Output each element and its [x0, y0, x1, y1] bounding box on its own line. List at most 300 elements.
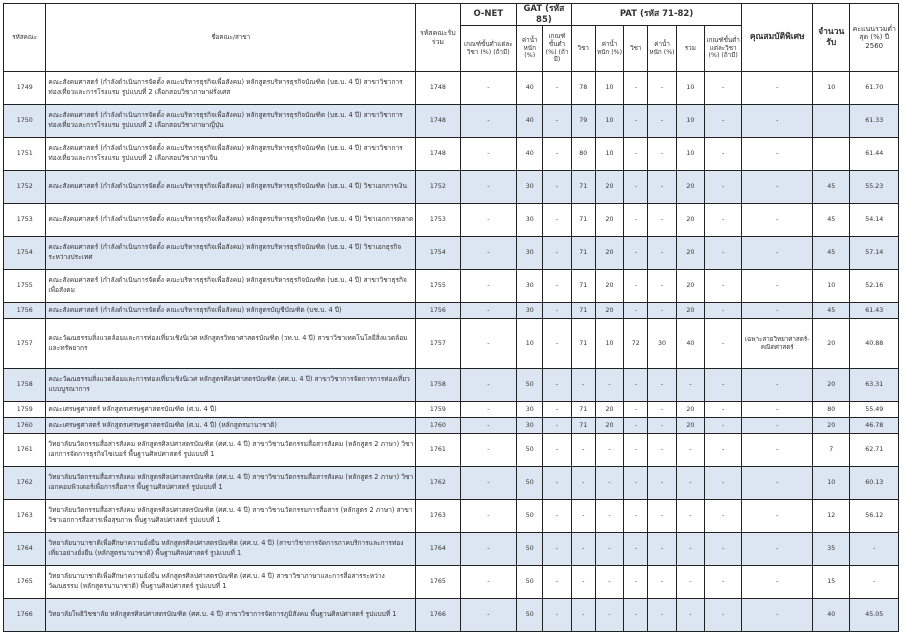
row-code: 1766 — [4, 599, 46, 632]
col-header-gat: GAT (รหัส 85) — [517, 4, 572, 26]
row-pat-weight-2: - — [648, 303, 676, 319]
row-name: คณะวัฒนธรรมสิ่งแวดล้อมและการท่องเที่ยวเชิงนิเวศ หลักสูตรศิลปศาสตรบัณฑิต (ศศ.บ. 4 ปี) สาขาวิชาการจัดการการท่องเที่ยวแบบบูรณาการ — [46, 369, 416, 402]
row-pat-weight-2: - — [648, 434, 676, 467]
row-quota: 20 — [813, 369, 850, 402]
col-header-pat-subject-1: วิชา — [571, 26, 595, 72]
row-pat-weight-1: 10 — [595, 138, 623, 171]
row-gat-weight: 50 — [517, 533, 543, 566]
row-pat-subject-1: - — [571, 599, 595, 632]
row-onet-min: - — [460, 467, 517, 500]
row-name: วิทยาลัยโพธิวิชชาลัย หลักสูตรศิลปศาสตรบัณฑิต (ศศ.บ. 4 ปี) สาขาวิชาการจัดการภูมิสังคม พื้นฐานศิลปศาสตร์ รูปแบบที่ 1 — [46, 599, 416, 632]
row-name: คณะสังคมศาสตร์ (กำลังดำเนินการจัดตั้ง คณะบริหารธุรกิจเพื่อสังคม) หลักสูตรบริหารธุรกิจบัณฑิต (บธ.บ. 4 ปี) วิชาเอกการเงิน — [46, 171, 416, 204]
col-header-onet: O-NET — [460, 4, 517, 26]
row-pat-subject-2: - — [624, 138, 648, 171]
col-header-pat-weight-2: ค่าน้ำหนัก (%) — [648, 26, 676, 72]
admission-table — [3, 3, 899, 632]
row-pat-weight-2: - — [648, 369, 676, 402]
row-quota: 45 — [813, 171, 850, 204]
row-code: 1749 — [4, 72, 46, 105]
row-quota: 10 — [813, 72, 850, 105]
row-pat-weight-2: - — [648, 599, 676, 632]
row-pat-min: - — [704, 500, 741, 533]
row-gat-min: - — [543, 434, 571, 467]
row-pat-weight-2: - — [648, 418, 676, 434]
row-min-score: 54.14 — [850, 204, 899, 237]
row-combined-code: 1756 — [416, 303, 460, 319]
row-gat-weight: 10 — [517, 319, 543, 369]
row-combined-code: 1766 — [416, 599, 460, 632]
row-pat-total: 10 — [676, 72, 704, 105]
row-code: 1757 — [4, 319, 46, 369]
row-min-score: - — [850, 566, 899, 599]
row-quota — [813, 138, 850, 171]
row-pat-weight-1: 10 — [595, 105, 623, 138]
row-min-score: 57.14 — [850, 237, 899, 270]
row-onet-min: - — [460, 303, 517, 319]
row-combined-code: 1755 — [416, 270, 460, 303]
table-row — [4, 237, 899, 270]
row-pat-weight-2: 30 — [648, 319, 676, 369]
row-min-score: 62.71 — [850, 434, 899, 467]
row-pat-weight-1: - — [595, 599, 623, 632]
row-combined-code: 1748 — [416, 105, 460, 138]
row-pat-total: - — [676, 369, 704, 402]
row-min-score: - — [850, 533, 899, 566]
row-pat-subject-2: - — [624, 303, 648, 319]
row-pat-weight-2: - — [648, 270, 676, 303]
row-pat-min: - — [704, 171, 741, 204]
row-name: วิทยาลัยนวัตกรรมสื่อสารสังคม หลักสูตรศิลปศาสตรบัณฑิต (ศศ.บ. 4 ปี) สาขาวิชานวัตกรรมสื่อสารสังคม (หลักสูตร 2 ภาษา) วิชาเอกคอมพิวเตอร์เพื่อการสื่อสาร พื้นฐานศิลปศาสตร์ รูปแบบที่ 1 — [46, 467, 416, 500]
row-code: 1750 — [4, 105, 46, 138]
row-gat-weight: 50 — [517, 500, 543, 533]
row-pat-subject-2: - — [624, 237, 648, 270]
row-combined-code: 1761 — [416, 434, 460, 467]
row-pat-min: - — [704, 72, 741, 105]
row-gat-weight: 50 — [517, 599, 543, 632]
row-code: 1758 — [4, 369, 46, 402]
row-pat-min: - — [704, 566, 741, 599]
row-pat-total: 10 — [676, 105, 704, 138]
row-pat-subject-1: 79 — [571, 105, 595, 138]
row-min-score: 55.23 — [850, 171, 899, 204]
row-gat-weight: 30 — [517, 270, 543, 303]
row-name: คณะสังคมศาสตร์ (กำลังดำเนินการจัดตั้ง คณะบริหารธุรกิจเพื่อสังคม) หลักสูตรบริหารธุรกิจบัณฑิต (บธ.บ. 4 ปี) สาขาวิชาการท่องเที่ยวและการโรงแรม รูปแบบที่ 2 เลือกสอบวิชาภาษาญี่ปุ่น — [46, 105, 416, 138]
row-pat-min: - — [704, 303, 741, 319]
row-min-score: 61.33 — [850, 105, 899, 138]
row-pat-weight-1: - — [595, 566, 623, 599]
row-code: 1752 — [4, 171, 46, 204]
row-code: 1753 — [4, 204, 46, 237]
row-pat-subject-1: 71 — [571, 171, 595, 204]
row-gat-weight: 50 — [517, 369, 543, 402]
row-pat-subject-1: 71 — [571, 418, 595, 434]
row-gat-weight: 40 — [517, 105, 543, 138]
row-gat-min: - — [543, 599, 571, 632]
table-row — [4, 138, 899, 171]
row-pat-subject-2: - — [624, 171, 648, 204]
row-min-score: 46.78 — [850, 418, 899, 434]
row-pat-min: - — [704, 369, 741, 402]
row-pat-subject-1: 71 — [571, 303, 595, 319]
row-code: 1764 — [4, 533, 46, 566]
row-pat-subject-1: 71 — [571, 270, 595, 303]
table-row — [4, 418, 899, 434]
row-pat-min: - — [704, 105, 741, 138]
row-quota: 20 — [813, 418, 850, 434]
row-gat-weight: 50 — [517, 434, 543, 467]
row-name: คณะสังคมศาสตร์ (กำลังดำเนินการจัดตั้ง คณะบริหารธุรกิจเพื่อสังคม) หลักสูตรบริหารธุรกิจบัณฑิต (บธ.บ. 4 ปี) สาขาวิชาการท่องเที่ยวและการโรงแรม รูปแบบที่ 2 เลือกสอบวิชาภาษาฝรั่งเศส — [46, 72, 416, 105]
row-quota: 10 — [813, 467, 850, 500]
row-pat-total: - — [676, 500, 704, 533]
row-pat-weight-2: - — [648, 500, 676, 533]
row-special: - — [742, 138, 813, 171]
row-pat-weight-1: - — [595, 467, 623, 500]
row-onet-min: - — [460, 533, 517, 566]
row-gat-min: - — [543, 303, 571, 319]
row-pat-subject-2: - — [624, 402, 648, 418]
row-onet-min: - — [460, 418, 517, 434]
row-gat-min: - — [543, 204, 571, 237]
row-pat-total: 20 — [676, 402, 704, 418]
row-name: วิทยาลัยนวัตกรรมสื่อสารสังคม หลักสูตรศิลปศาสตรบัณฑิต (ศศ.บ. 4 ปี) สาขาวิชานวัตกรรมการสื่อสาร (หลักสูตร 2 ภาษา) สาขาวิชาเอกการสื่อสารเพื่อสุขภาพ พื้นฐานศิลปศาสตร์ รูปแบบที่ 1 — [46, 500, 416, 533]
col-header-pat-subject-2: วิชา — [624, 26, 648, 72]
row-pat-total: - — [676, 434, 704, 467]
row-min-score: 61.70 — [850, 72, 899, 105]
row-gat-min: - — [543, 566, 571, 599]
row-pat-weight-1: 20 — [595, 237, 623, 270]
row-pat-weight-1: 20 — [595, 270, 623, 303]
row-name: วิทยาลัยนวัตกรรมสื่อสารสังคม หลักสูตรศิลปศาสตรบัณฑิต (ศศ.บ. 4 ปี) สาขาวิชานวัตกรรมสื่อสารสังคม (หลักสูตร 2 ภาษา) วิชาเอกการจัดการธุรกิจไซเบอร์ พื้นฐานศิลปศาสตร์ รูปแบบที่ 1 — [46, 434, 416, 467]
col-header-pat: PAT (รหัส 71-82) — [571, 4, 742, 26]
table-row — [4, 319, 899, 369]
row-pat-total: 20 — [676, 171, 704, 204]
row-code: 1754 — [4, 237, 46, 270]
row-gat-weight: 30 — [517, 303, 543, 319]
row-special: - — [742, 270, 813, 303]
row-pat-total: 40 — [676, 319, 704, 369]
row-special: - — [742, 500, 813, 533]
row-gat-min: - — [543, 319, 571, 369]
row-gat-min: - — [543, 72, 571, 105]
row-combined-code: 1765 — [416, 566, 460, 599]
row-special: - — [742, 599, 813, 632]
row-name: คณะสังคมศาสตร์ (กำลังดำเนินการจัดตั้ง คณะบริหารธุรกิจเพื่อสังคม) หลักสูตรบริหารธุรกิจบัณฑิต (บธ.บ. 4 ปี) สาขาวิชาธุรกิจเพื่อสังคม — [46, 270, 416, 303]
col-header-pat-min: เกณฑ์ขั้นต่ำแต่ละวิชา (%) (ถ้ามี) — [704, 26, 741, 72]
row-gat-weight: 30 — [517, 402, 543, 418]
row-special: - — [742, 434, 813, 467]
row-pat-weight-1: - — [595, 434, 623, 467]
row-pat-subject-2: - — [624, 467, 648, 500]
row-code: 1756 — [4, 303, 46, 319]
row-gat-weight: 30 — [517, 171, 543, 204]
col-header-combined-code: รหัสคณะรับร่วม — [416, 4, 460, 72]
row-onet-min: - — [460, 434, 517, 467]
row-name: คณะสังคมศาสตร์ (กำลังดำเนินการจัดตั้ง คณะบริหารธุรกิจเพื่อสังคม) หลักสูตรบริหารธุรกิจบัณฑิต (บธ.บ. 4 ปี) วิชาเอกธุรกิจระหว่างประเทศ — [46, 237, 416, 270]
table-row — [4, 171, 899, 204]
table-row — [4, 72, 899, 105]
row-code: 1755 — [4, 270, 46, 303]
row-pat-weight-1: - — [595, 533, 623, 566]
col-header-gat-weight: ค่าน้ำหนัก (%) — [517, 26, 543, 72]
row-min-score: 63.31 — [850, 369, 899, 402]
row-combined-code: 1752 — [416, 171, 460, 204]
row-quota: 7 — [813, 434, 850, 467]
row-combined-code: 1758 — [416, 369, 460, 402]
row-combined-code: 1764 — [416, 533, 460, 566]
row-combined-code: 1763 — [416, 500, 460, 533]
table-body — [4, 72, 899, 632]
row-name: คณะเศรษฐศาสตร์ หลักสูตรเศรษฐศาสตรบัณฑิต (ศ.บ. 4 ปี) (หลักสูตรนานาชาติ) — [46, 418, 416, 434]
row-special: - — [742, 171, 813, 204]
row-pat-subject-2: - — [624, 418, 648, 434]
row-onet-min: - — [460, 237, 517, 270]
row-gat-weight: 40 — [517, 138, 543, 171]
row-pat-subject-2: - — [624, 105, 648, 138]
row-quota: 45 — [813, 237, 850, 270]
row-pat-min: - — [704, 270, 741, 303]
row-gat-min: - — [543, 500, 571, 533]
table-row — [4, 533, 899, 566]
col-header-special: คุณสมบัติพิเศษ — [742, 4, 813, 72]
row-pat-subject-2: - — [624, 566, 648, 599]
table-row — [4, 599, 899, 632]
row-quota: 45 — [813, 303, 850, 319]
row-min-score: 55.49 — [850, 402, 899, 418]
row-pat-total: 20 — [676, 303, 704, 319]
row-onet-min: - — [460, 599, 517, 632]
row-pat-weight-1: 10 — [595, 319, 623, 369]
row-pat-weight-1: 20 — [595, 303, 623, 319]
row-pat-subject-2: - — [624, 72, 648, 105]
row-special: - — [742, 303, 813, 319]
row-pat-min: - — [704, 402, 741, 418]
row-pat-weight-1: 20 — [595, 402, 623, 418]
row-name: วิทยาลัยนานาชาติเพื่อศึกษาความยั่งยืน หลักสูตรศิลปศาสตรบัณฑิต (ศศ.บ. 4 ปี) สาขาวิชาภาษาและการสื่อสารระหว่างวัฒนธรรม (หลักสูตรนานาชาติ) พื้นฐานศิลปศาสตร์ รูปแบบที่ 1 — [46, 566, 416, 599]
row-onet-min: - — [460, 402, 517, 418]
row-code: 1761 — [4, 434, 46, 467]
row-pat-subject-1: - — [571, 533, 595, 566]
row-pat-subject-1: - — [571, 566, 595, 599]
row-pat-min: - — [704, 319, 741, 369]
row-code: 1751 — [4, 138, 46, 171]
row-pat-weight-2: - — [648, 467, 676, 500]
row-gat-min: - — [543, 369, 571, 402]
row-pat-subject-2: - — [624, 533, 648, 566]
row-onet-min: - — [460, 171, 517, 204]
row-pat-min: - — [704, 204, 741, 237]
col-header-min-score: คะแนนรวมต่ำสุด (%) ปี 2560 — [850, 4, 899, 72]
row-code: 1765 — [4, 566, 46, 599]
row-special: - — [742, 369, 813, 402]
row-min-score: 45.05 — [850, 599, 899, 632]
row-pat-subject-2: - — [624, 204, 648, 237]
col-header-gat-min: เกณฑ์ขั้นต่ำ (%) (ถ้ามี) — [543, 26, 571, 72]
row-pat-total: 20 — [676, 204, 704, 237]
row-pat-subject-2: - — [624, 369, 648, 402]
row-pat-weight-2: - — [648, 72, 676, 105]
row-pat-min: - — [704, 418, 741, 434]
row-special: - — [742, 237, 813, 270]
row-onet-min: - — [460, 270, 517, 303]
row-onet-min: - — [460, 204, 517, 237]
row-min-score: 61.43 — [850, 303, 899, 319]
row-pat-subject-1: - — [571, 467, 595, 500]
row-pat-min: - — [704, 533, 741, 566]
row-onet-min: - — [460, 105, 517, 138]
row-onet-min: - — [460, 138, 517, 171]
row-pat-subject-2: - — [624, 500, 648, 533]
col-header-pat-total: รวม — [676, 26, 704, 72]
row-name: คณะวัฒนธรรมสิ่งแวดล้อมและการท่องเที่ยวเชิงนิเวศ หลักสูตรวิทยาศาสตรบัณฑิต (วท.บ. 4 ปี) สาขาวิชาเทคโนโลยีสิ่งแวดล้อมและทรัพยากร — [46, 319, 416, 369]
row-special: - — [742, 72, 813, 105]
row-min-score: 52.16 — [850, 270, 899, 303]
row-name: วิทยาลัยนานาชาติเพื่อศึกษาความยั่งยืน หลักสูตรศิลปศาสตรบัณฑิต (ศศ.บ. 4 ปี) (สาขาวิชาการจัดการภาคบริการและการท่องเที่ยวอย่างยั่งยืน (หลักสูตรนานาชาติ) พื้นฐานศิลปศาสตร์ รูปแบบที่ 1 — [46, 533, 416, 566]
row-gat-min: - — [543, 270, 571, 303]
row-min-score: 61.44 — [850, 138, 899, 171]
table-row — [4, 467, 899, 500]
row-pat-subject-1: 71 — [571, 204, 595, 237]
row-pat-min: - — [704, 467, 741, 500]
row-gat-min: - — [543, 467, 571, 500]
row-gat-min: - — [543, 533, 571, 566]
row-gat-min: - — [543, 138, 571, 171]
row-combined-code: 1754 — [416, 237, 460, 270]
row-special: - — [742, 418, 813, 434]
row-gat-weight: 50 — [517, 467, 543, 500]
row-pat-total: - — [676, 467, 704, 500]
row-code: 1760 — [4, 418, 46, 434]
row-onet-min: - — [460, 500, 517, 533]
row-pat-weight-2: - — [648, 402, 676, 418]
row-combined-code: 1762 — [416, 467, 460, 500]
row-min-score: 60.13 — [850, 467, 899, 500]
row-onet-min: - — [460, 72, 517, 105]
table-row — [4, 204, 899, 237]
row-special: - — [742, 105, 813, 138]
row-pat-min: - — [704, 434, 741, 467]
row-code: 1762 — [4, 467, 46, 500]
row-onet-min: - — [460, 566, 517, 599]
row-onet-min: - — [460, 369, 517, 402]
row-pat-total: 20 — [676, 237, 704, 270]
row-min-score: 56.12 — [850, 500, 899, 533]
header-row-top — [4, 4, 899, 26]
row-quota: 40 — [813, 599, 850, 632]
row-gat-min: - — [543, 105, 571, 138]
table-row — [4, 270, 899, 303]
row-quota: 12 — [813, 500, 850, 533]
col-header-pat-weight-1: ค่าน้ำหนัก (%) — [595, 26, 623, 72]
row-gat-weight: 50 — [517, 566, 543, 599]
row-gat-min: - — [543, 237, 571, 270]
row-pat-min: - — [704, 138, 741, 171]
row-pat-subject-1: - — [571, 500, 595, 533]
row-combined-code: 1748 — [416, 138, 460, 171]
row-pat-weight-2: - — [648, 105, 676, 138]
row-quota: 45 — [813, 204, 850, 237]
row-pat-min: - — [704, 599, 741, 632]
row-pat-subject-2: - — [624, 270, 648, 303]
row-combined-code: 1753 — [416, 204, 460, 237]
row-special: เฉพาะสายวิทยาศาสตร์-คณิตศาสตร์ — [742, 319, 813, 369]
row-pat-weight-2: - — [648, 204, 676, 237]
row-special: - — [742, 204, 813, 237]
table-row — [4, 434, 899, 467]
table-row — [4, 369, 899, 402]
col-header-code: รหัสคณะ — [4, 4, 46, 72]
row-pat-weight-2: - — [648, 171, 676, 204]
row-pat-subject-2: - — [624, 434, 648, 467]
row-name: คณะเศรษฐศาสตร์ หลักสูตรเศรษฐศาสตรบัณฑิต (ศ.บ. 4 ปี) — [46, 402, 416, 418]
row-quota: 80 — [813, 402, 850, 418]
row-pat-weight-2: - — [648, 566, 676, 599]
row-gat-weight: 30 — [517, 237, 543, 270]
table-row — [4, 566, 899, 599]
row-pat-weight-1: 20 — [595, 418, 623, 434]
row-pat-subject-1: 71 — [571, 319, 595, 369]
row-gat-weight: 30 — [517, 204, 543, 237]
row-gat-min: - — [543, 418, 571, 434]
table-row — [4, 500, 899, 533]
row-quota — [813, 105, 850, 138]
row-pat-weight-1: 10 — [595, 72, 623, 105]
row-gat-min: - — [543, 171, 571, 204]
row-pat-weight-1: 20 — [595, 171, 623, 204]
row-quota: 15 — [813, 566, 850, 599]
row-pat-total: 20 — [676, 418, 704, 434]
row-pat-weight-1: 20 — [595, 204, 623, 237]
row-combined-code: 1757 — [416, 319, 460, 369]
row-pat-min: - — [704, 237, 741, 270]
row-onet-min: - — [460, 319, 517, 369]
row-special: - — [742, 467, 813, 500]
row-pat-weight-1: - — [595, 369, 623, 402]
row-pat-total: - — [676, 599, 704, 632]
row-min-score: 40.88 — [850, 319, 899, 369]
row-pat-total: - — [676, 566, 704, 599]
row-name: คณะสังคมศาสตร์ (กำลังดำเนินการจัดตั้ง คณะบริหารธุรกิจเพื่อสังคม) หลักสูตรบริหารธุรกิจบัณฑิต (บธ.บ. 4 ปี) วิชาเอกการตลาด — [46, 204, 416, 237]
row-pat-subject-1: 71 — [571, 402, 595, 418]
row-gat-weight: 40 — [517, 72, 543, 105]
row-name: คณะสังคมศาสตร์ (กำลังดำเนินการจัดตั้ง คณะบริหารธุรกิจเพื่อสังคม) หลักสูตรบัญชีบัณฑิต (บช.บ. 4 ปี) — [46, 303, 416, 319]
row-code: 1759 — [4, 402, 46, 418]
row-pat-weight-2: - — [648, 237, 676, 270]
row-quota: 20 — [813, 319, 850, 369]
row-pat-subject-1: - — [571, 434, 595, 467]
row-pat-subject-2: - — [624, 599, 648, 632]
row-special: - — [742, 566, 813, 599]
row-code: 1763 — [4, 500, 46, 533]
row-pat-subject-1: 71 — [571, 237, 595, 270]
row-pat-weight-2: - — [648, 533, 676, 566]
table-row — [4, 303, 899, 319]
col-header-quota: จำนวนรับ — [813, 4, 850, 72]
row-pat-subject-1: 78 — [571, 72, 595, 105]
row-gat-min: - — [543, 402, 571, 418]
row-special: - — [742, 533, 813, 566]
table-row — [4, 105, 899, 138]
col-header-name: ชื่อคณะ/สาขา — [46, 4, 416, 72]
row-pat-subject-2: 72 — [624, 319, 648, 369]
row-pat-total: 20 — [676, 270, 704, 303]
row-name: คณะสังคมศาสตร์ (กำลังดำเนินการจัดตั้ง คณะบริหารธุรกิจเพื่อสังคม) หลักสูตรบริหารธุรกิจบัณฑิต (บธ.บ. 4 ปี) สาขาวิชาการท่องเที่ยวและการโรงแรม รูปแบบที่ 2 เลือกสอบวิชาภาษาจีน — [46, 138, 416, 171]
row-pat-subject-1: 80 — [571, 138, 595, 171]
row-special: - — [742, 402, 813, 418]
row-quota: 35 — [813, 533, 850, 566]
row-pat-subject-1: - — [571, 369, 595, 402]
row-pat-weight-1: - — [595, 500, 623, 533]
row-pat-total: - — [676, 533, 704, 566]
